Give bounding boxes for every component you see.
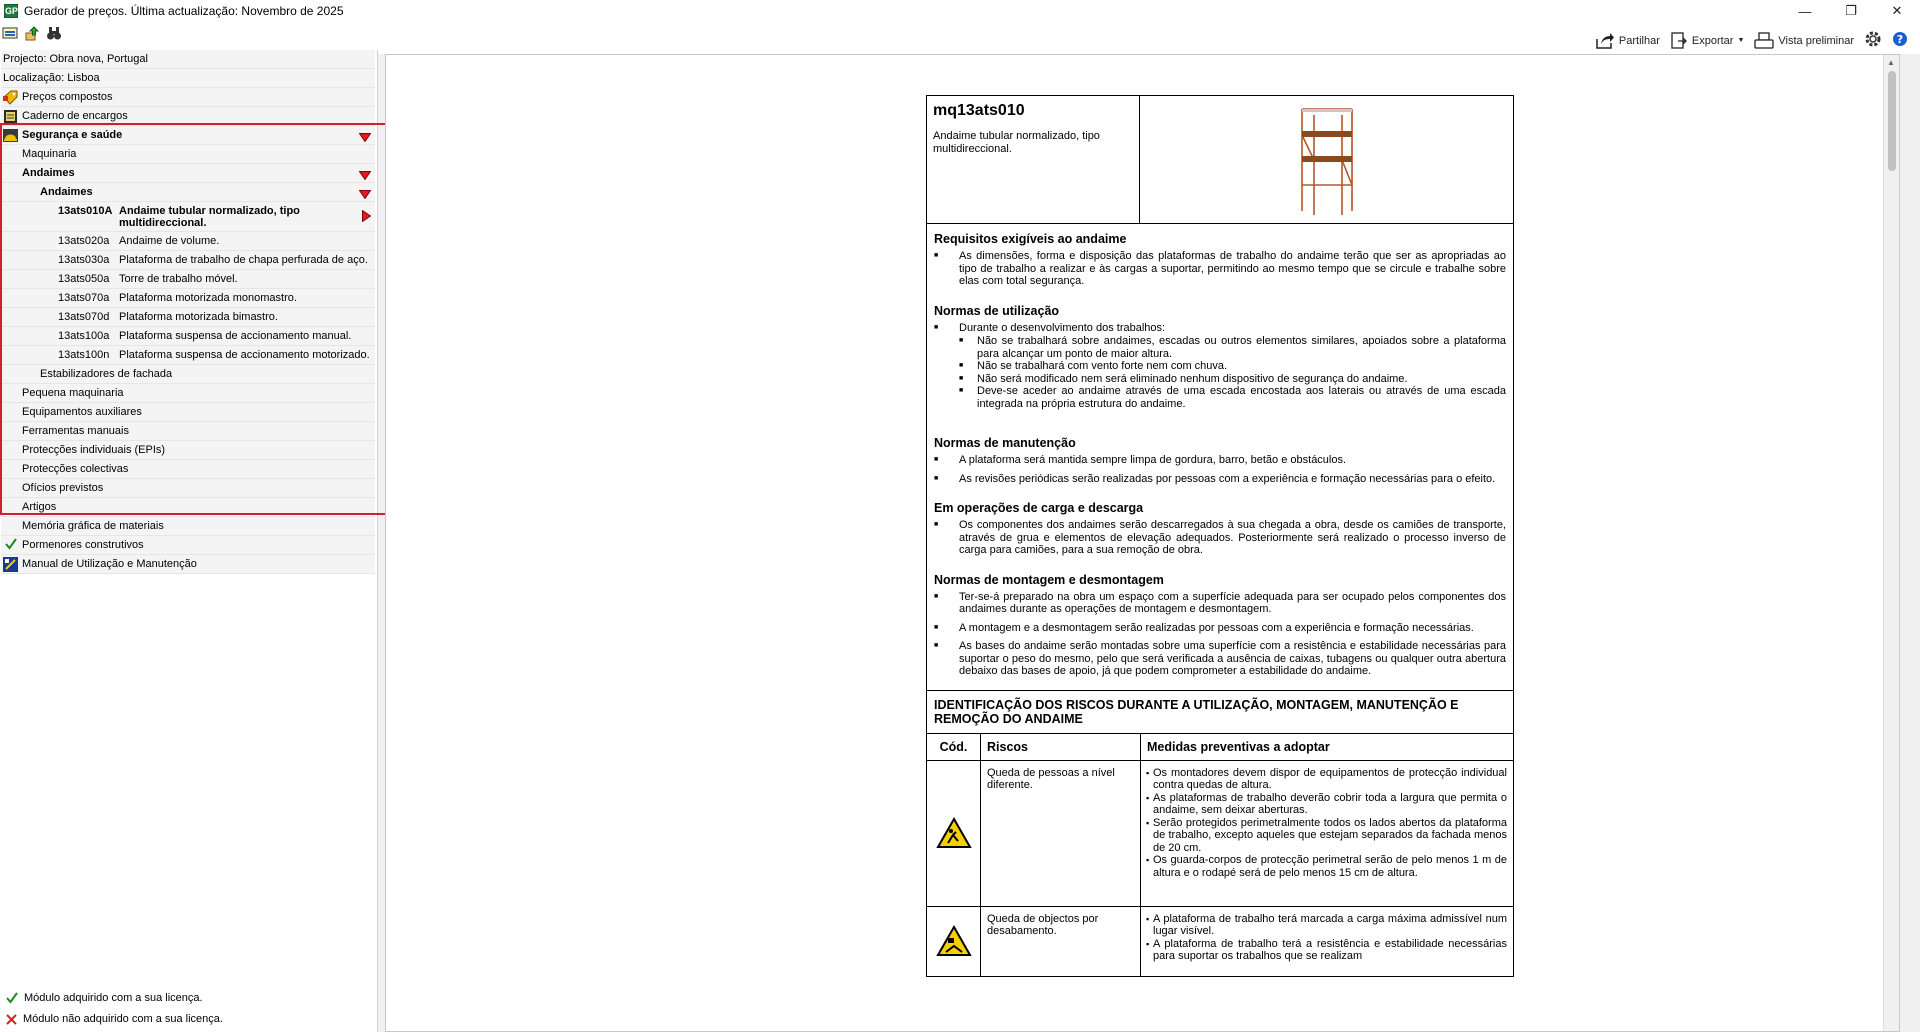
measure-item: ▪ Os montadores devem dispor de equipamentos de protecção individual contra quedas de altura. [1147, 767, 1507, 792]
project-label: Projecto: Obra nova, Portugal [3, 53, 148, 65]
graphic-memory-label: Memória gráfica de materiais [22, 520, 164, 532]
tree-trades[interactable] [1, 479, 375, 498]
scaffolds-sub-label: Andaimes [40, 186, 93, 198]
requirement-item: ■ As dimensões, forma e disposição das plataformas de trabalho do andaime terão que ser as apropriadas ao tipo de trabalho a realizar e às cargas a suportar, permitindo ao mesmo tempo que se circule e trabalhe sobre elas com total segurança. [934, 250, 1506, 288]
manual-label: Manual de Utilização e Manutenção [22, 558, 197, 570]
print-preview-button[interactable] [1754, 32, 1854, 50]
col-risks: Riscos [981, 734, 1141, 760]
restore-button[interactable]: ❐ [1845, 3, 1857, 18]
tree-construction-details[interactable] [1, 536, 375, 555]
assembly-item: ■ As bases do andaime serão montadas sobre uma superfície com a resistência e estabilidade necessárias para suportar o peso do mesmo, pelo que será verificada a ausência de caixas, tubagens ou qualquer outra abertura debaixo das bases de apoio, já que podem comprometer a estabilidade do andaime. [934, 640, 1506, 678]
safety-helmet-icon [3, 128, 18, 143]
document-viewer[interactable] [385, 54, 1900, 1032]
item-desc: Plataforma motorizada bimastro. [119, 311, 278, 323]
table-row [927, 906, 1513, 976]
item-code: 13ats050a [58, 273, 110, 285]
book-icon [3, 109, 18, 124]
item-desc: Plataforma motorizada monomastro. [119, 292, 297, 304]
small-machinery-label: Pequena maquinaria [22, 387, 124, 399]
tree-location[interactable] [1, 69, 375, 88]
tree-scaffolds[interactable] [1, 164, 375, 183]
trades-label: Ofícios previstos [22, 482, 104, 494]
section-title-loading: Em operações de carga e descarga [934, 501, 1144, 515]
tree-collective-protections[interactable] [1, 460, 375, 479]
tree-manual[interactable] [1, 555, 375, 574]
tree-small-machinery[interactable] [1, 384, 375, 403]
scaffolds-label: Andaimes [22, 167, 75, 179]
tree-item-13ats070a[interactable] [1, 289, 375, 308]
articles-label: Artigos [22, 501, 57, 513]
item-code: 13ats010A [58, 205, 113, 217]
svg-text:?: ? [1896, 33, 1904, 46]
legend-not-acquired [6, 1013, 223, 1025]
tree-item-13ats070d[interactable] [1, 308, 375, 327]
legend-not-acquired-label: Módulo não adquirido com a sua licença. [23, 1013, 223, 1025]
close-button[interactable]: ✕ [1891, 3, 1903, 18]
measure-item: ▪ A plataforma de trabalho terá marcada a carga máxima admissível num lugar visível. [1147, 913, 1507, 938]
item-desc: Torre de trabalho móvel. [119, 273, 238, 285]
chevron-right-icon[interactable] [362, 210, 371, 228]
measure-item: ▪ A plataforma de trabalho terá a resistência e estabilidade necessárias para suportar os trabalhos que se realizam [1147, 938, 1507, 963]
section-title-requirements: Requisitos exigíveis ao andaime [934, 232, 1127, 246]
scrollbar-thumb[interactable] [1888, 71, 1896, 171]
keyboard-icon[interactable] [2, 25, 18, 41]
tree-item-13ats010A[interactable] [1, 202, 375, 232]
measure-item: ▪ Os guarda-corpos de protecção perimetral serão de pelo menos 1 m de altura e o rodapé será de pelo menos 15 cm de altura. [1147, 854, 1507, 879]
tree-item-13ats100n[interactable] [1, 346, 375, 365]
facade-stabilizers-label: Estabilizadores de fachada [40, 368, 173, 380]
assembly-item: ■ A montagem e a desmontagem serão realizadas por pessoas com a experiência e formação necessárias. [934, 622, 1506, 635]
risk-text: Queda de objectos por desabamento. [981, 907, 1141, 976]
item-code: 13ats030a [58, 254, 110, 266]
manual-icon [3, 557, 18, 572]
scroll-up-icon[interactable]: ▲ [1887, 58, 1895, 67]
navigation-tree [0, 50, 378, 1032]
tree-item-13ats100a[interactable] [1, 327, 375, 346]
tree-facade-stabilizers[interactable] [1, 365, 375, 384]
usage-item: ■ Não se trabalhará com vento forte nem com chuva. [934, 360, 1506, 373]
tree-specifications[interactable] [1, 107, 375, 126]
legend-acquired-label: Módulo adquirido com a sua licença. [24, 992, 203, 1004]
tree-item-13ats030a[interactable] [1, 251, 375, 270]
construction-details-label: Pormenores construtivos [22, 539, 144, 551]
export-button[interactable] [1670, 32, 1745, 50]
tree-composite-prices[interactable] [1, 88, 375, 107]
share-button[interactable] [1595, 32, 1660, 50]
tree-graphic-memory[interactable] [1, 517, 375, 536]
scaffold-image [1294, 105, 1360, 215]
maintenance-item: ■ A plataforma será mantida sempre limpa de gordura, barro, betão e obstáculos. [934, 454, 1506, 467]
safety-health-label: Segurança e saúde [22, 129, 123, 141]
maintenance-item: ■ As revisões periódicas serão realizadas por pessoas com a experiência e formação necessárias para o efeito. [934, 473, 1506, 486]
document-sheet [926, 95, 1514, 977]
item-desc: Plataforma suspensa de accionamento motorizado. [119, 349, 370, 361]
tree-hand-tools[interactable] [1, 422, 375, 441]
section-title-usage: Normas de utilização [934, 303, 1060, 318]
usage-intro: ■ Durante o desenvolvimento dos trabalhos: [934, 322, 1506, 335]
printer-icon [1754, 32, 1774, 50]
tree-safety-health[interactable] [1, 126, 375, 145]
check-icon [6, 992, 18, 1004]
risk-section-title: IDENTIFICAÇÃO DOS RISCOS DURANTE A UTILIZAÇÃO, MONTAGEM, MANUTENÇÃO E REMOÇÃO DO ANDAIME [927, 690, 1513, 733]
tree-articles[interactable] [1, 498, 375, 517]
window-title: Gerador de preços. Última actualização: Novembro de 2025 [24, 4, 344, 18]
warning-falling-objects-icon [936, 925, 972, 957]
col-measures: Medidas preventivas a adoptar [1147, 739, 1330, 754]
hand-tools-label: Ferramentas manuais [22, 425, 129, 437]
gear-icon[interactable] [1864, 30, 1882, 51]
risk-table-header [927, 733, 1513, 760]
item-code: 13ats070d [58, 311, 110, 323]
title-bar [0, 0, 1920, 22]
assembly-item: ■ Ter-se-á preparado na obra um espaço com a superfície adequada para ser ocupado pelos componentes dos andaimes durante as operações de montagem e desmontagem. [934, 591, 1506, 616]
cross-icon [6, 1014, 17, 1025]
share-label: Partilhar [1618, 34, 1660, 47]
item-desc: Plataforma suspensa de accionamento manual. [119, 330, 352, 342]
tree-item-13ats050a[interactable] [1, 270, 375, 289]
tree-machinery[interactable] [1, 145, 375, 164]
share-icon [1595, 32, 1615, 50]
item-description: Andaime tubular normalizado, tipo multidireccional. [933, 130, 1100, 155]
document [926, 95, 1514, 977]
up-level-icon[interactable] [24, 25, 40, 41]
location-label: Localização: Lisboa [3, 72, 100, 84]
ppe-label: Protecções individuais (EPIs) [22, 444, 166, 456]
tree-scaffolds-sub[interactable] [1, 183, 375, 202]
minimize-button[interactable]: — [1798, 3, 1812, 19]
col-code: Cód. [927, 734, 981, 760]
usage-item: ■ Não será modificado nem será eliminado nenhum dispositivo de segurança do andaime. [934, 373, 1506, 386]
usage-item: ■ Não se trabalhará sobre andaimes, escadas ou outros elementos similares, apoiados sobre a plataforma para alcançar um ponto de maior altura. [934, 335, 1506, 360]
measure-item: ▪ As plataformas de trabalho deverão cobrir toda a largura que permita o andaime, sem deixar aberturas. [1147, 792, 1507, 817]
print-preview-label: Vista preliminar [1778, 34, 1854, 47]
aux-equipment-label: Equipamentos auxiliares [22, 406, 142, 418]
check-icon [5, 538, 20, 553]
composite-prices-icon [3, 90, 18, 105]
help-icon[interactable] [1892, 31, 1908, 50]
item-code-heading: mq13ats010 [933, 102, 1025, 119]
vertical-scrollbar[interactable] [1883, 55, 1899, 1032]
risk-text: Queda de pessoas a nível diferente. [981, 761, 1141, 906]
usage-item: ■ Deve-se aceder ao andaime através de uma escada encostada aos laterais ou através de uma escada integrada na própria estrutura do andaime. [934, 385, 1506, 410]
specifications-label: Caderno de encargos [22, 110, 128, 122]
export-label: Exportar [1691, 34, 1734, 47]
tree-item-13ats020a[interactable] [1, 232, 375, 251]
item-desc: Andaime de volume. [119, 235, 220, 247]
item-desc: Andaime tubular normalizado, tipo multidireccional. [119, 205, 300, 229]
item-code: 13ats100n [58, 349, 110, 361]
binoculars-icon[interactable] [46, 25, 62, 41]
item-desc: Plataforma de trabalho de chapa perfurada de aço. [119, 254, 368, 266]
chevron-down-icon: ▼ [1737, 37, 1745, 44]
collective-label: Protecções colectivas [22, 463, 129, 475]
item-code: 13ats100a [58, 330, 110, 342]
machinery-label: Maquinaria [22, 148, 77, 160]
table-row [927, 760, 1513, 906]
section-title-assembly: Normas de montagem e desmontagem [934, 572, 1164, 587]
tree-project[interactable] [1, 50, 375, 69]
tree-ppe[interactable] [1, 441, 375, 460]
export-icon [1670, 32, 1688, 50]
item-code: 13ats020a [58, 235, 110, 247]
composite-prices-label: Preços compostos [22, 91, 113, 103]
section-title-maintenance: Normas de manutenção [934, 436, 1076, 450]
loading-item: ■ Os componentes dos andaimes serão descarregados à sua chegada a obra, desde os camiões de transporte, através de grua e elementos de elevação adequados. Posteriormente será realizado o processo inverso de carga para camiões, para a sua remoção de obra. [934, 519, 1506, 557]
measure-item: ▪ Serão protegidos perimetralmente todos os lados abertos da plataforma de trabalho, excepto aqueles que estejam separados da fachada menos de 20 cm. [1147, 817, 1507, 855]
tree-aux-equipment[interactable] [1, 403, 375, 422]
warning-fall-icon [936, 817, 972, 849]
legend-acquired [6, 992, 203, 1004]
app-icon: GP [5, 6, 19, 16]
item-code: 13ats070a [58, 292, 110, 304]
